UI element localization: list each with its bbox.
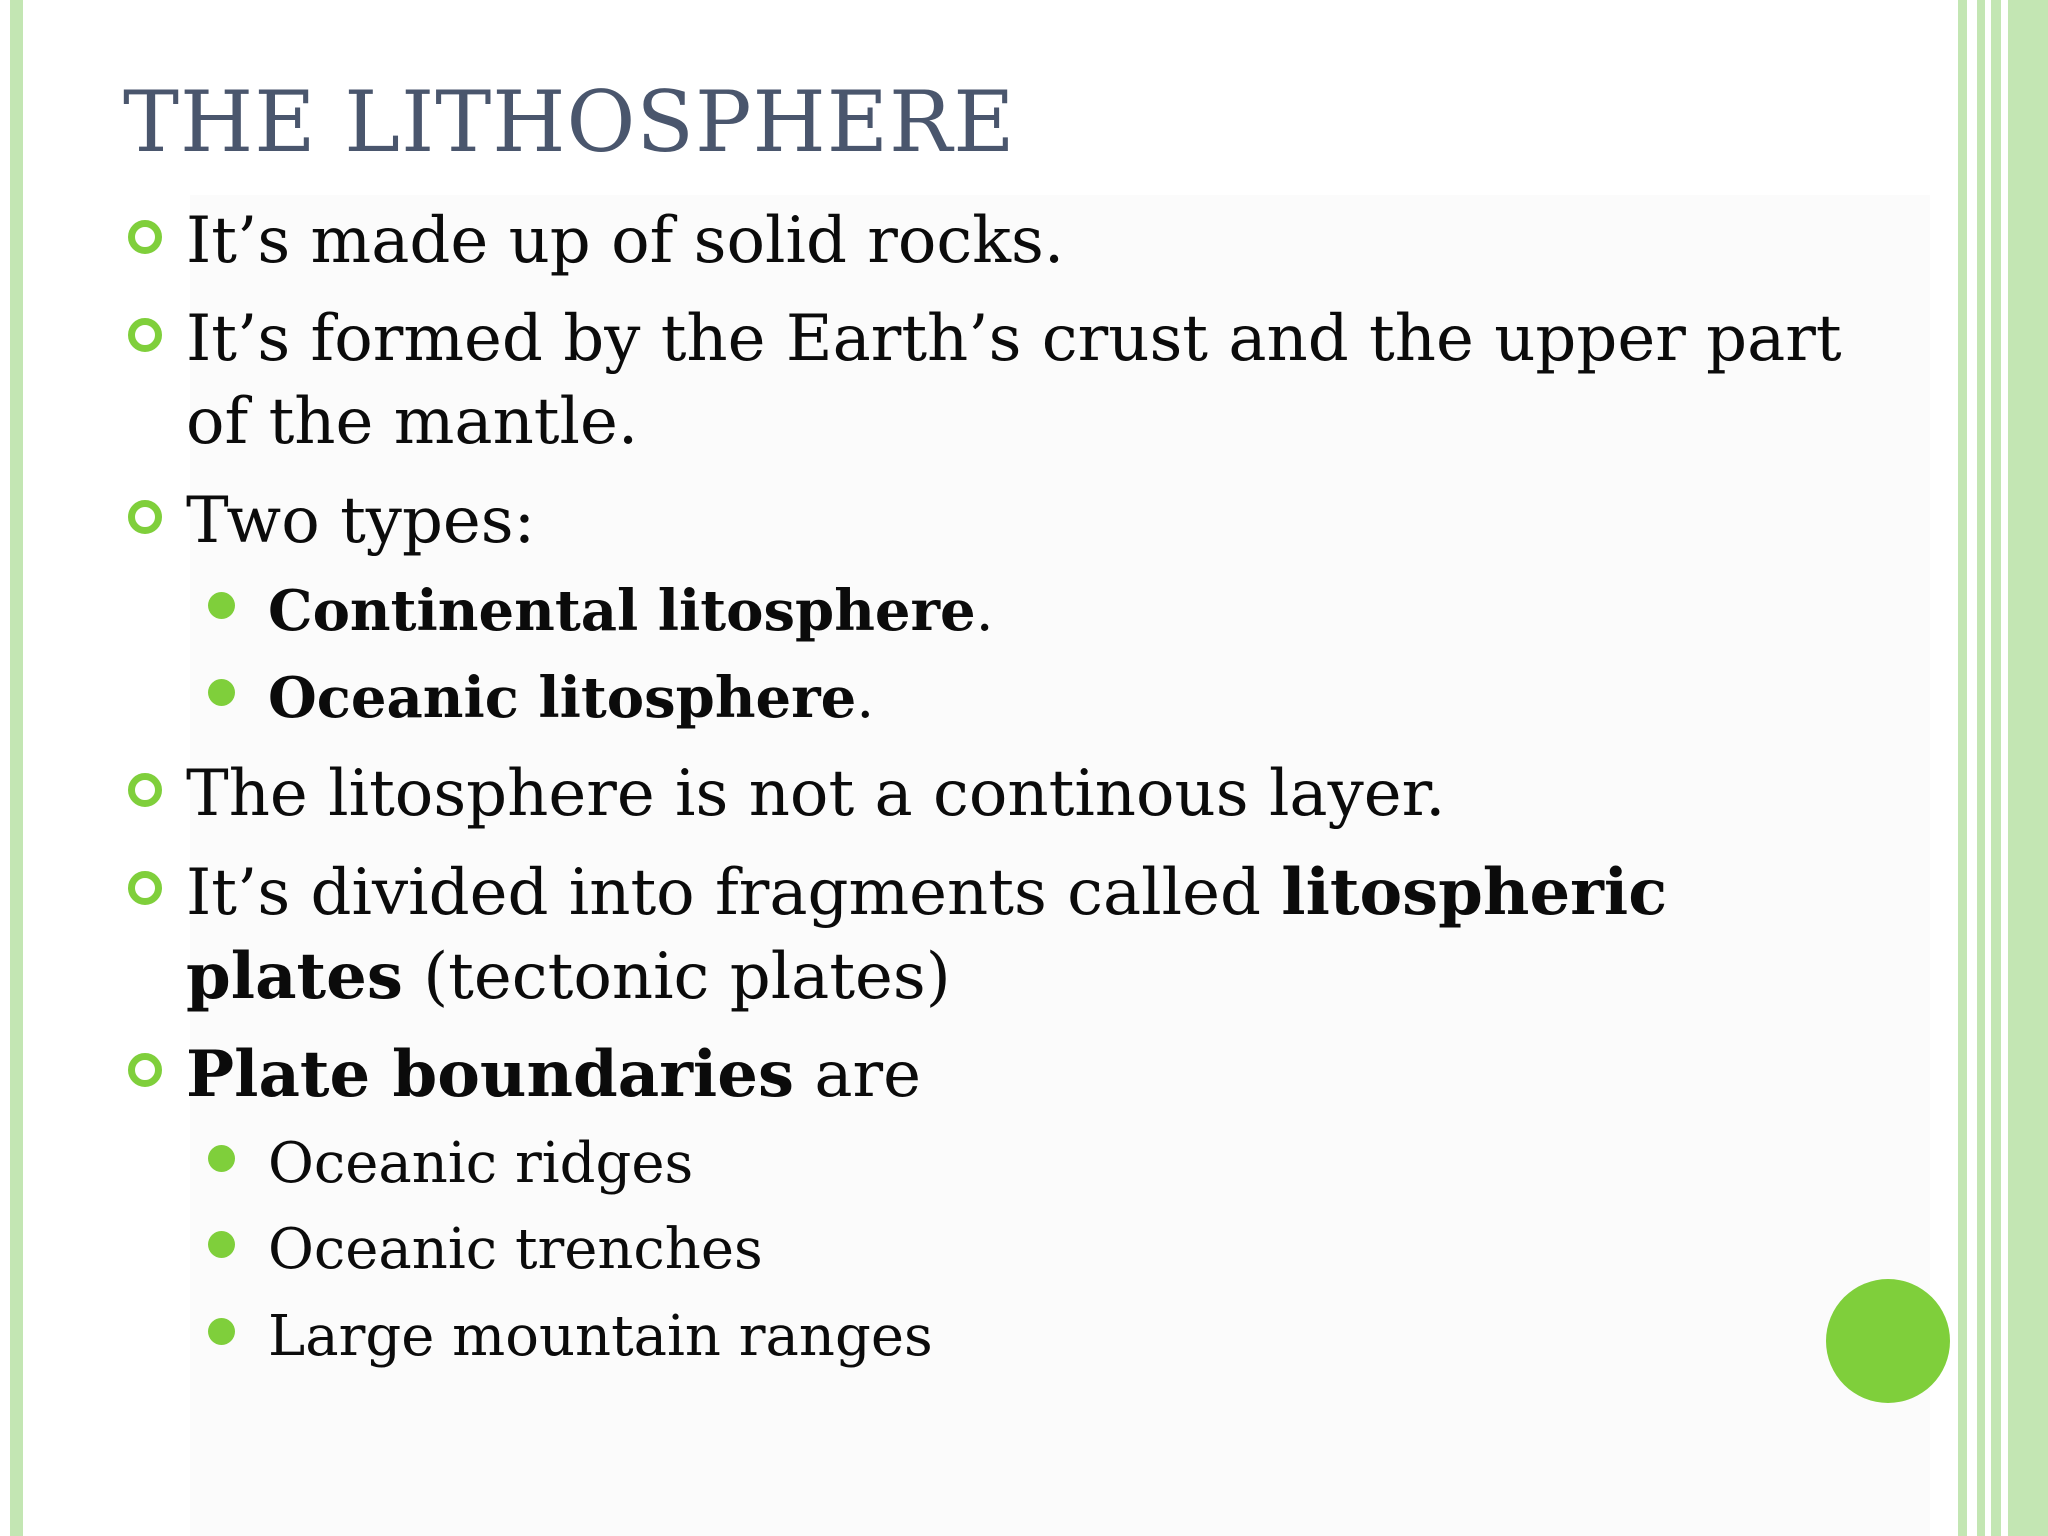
decorative-circle-icon (1826, 1279, 1950, 1403)
bullet-text-continuation: of the mantle. (186, 385, 639, 459)
bullet-item (186, 851, 1826, 1019)
sub-bullet-item (268, 1215, 763, 1285)
ring-bullet-icon (128, 1053, 162, 1087)
bullet-text: (tectonic plates) (402, 940, 951, 1014)
bullet-item (186, 753, 1826, 836)
dot-bullet-icon (208, 1231, 235, 1258)
bullet-item (186, 298, 1842, 464)
bullet-text: The litosphere is not a continous layer. (186, 757, 1446, 831)
bullet-text: Large mountain ranges (268, 1304, 933, 1369)
bullet-bold-text: Continental litosphere (268, 578, 976, 644)
ring-bullet-icon (128, 773, 162, 807)
right-decorative-stripe (2008, 0, 2048, 1536)
bullet-text: are (793, 1038, 921, 1112)
dot-bullet-icon (208, 1145, 235, 1172)
sub-bullet-item (268, 663, 874, 734)
dot-bullet-icon (208, 592, 235, 619)
right-decorative-stripe (1958, 0, 1967, 1536)
bullet-text: . (975, 579, 994, 644)
bullet-text: It’s formed by the Earth’s crust and the upper part (186, 302, 1842, 376)
bullet-item (186, 200, 1826, 283)
bullet-bold-text: Plate boundaries (186, 1037, 794, 1112)
sub-bullet-item (268, 1302, 933, 1372)
bullet-text: Two types: (186, 484, 536, 558)
bullet-item (186, 480, 1826, 563)
ring-bullet-icon (128, 500, 162, 534)
bullet-text: It’s made up of solid rocks. (186, 204, 1065, 278)
left-decorative-stripe (10, 0, 23, 1536)
bullet-bold-text: Oceanic litosphere (268, 665, 857, 731)
slide-title: THE LITHOSPHERE (123, 73, 1016, 171)
ring-bullet-icon (128, 871, 162, 905)
bullet-bold-text: plates (186, 939, 403, 1014)
bullet-text: Oceanic ridges (268, 1131, 694, 1196)
sub-bullet-item (268, 576, 994, 647)
right-decorative-stripe (1991, 0, 2001, 1536)
bullet-bold-text: litospheric (1281, 855, 1668, 930)
bullet-text: . (856, 666, 875, 731)
right-decorative-stripe (1977, 0, 1985, 1536)
ring-bullet-icon (128, 220, 162, 254)
bullet-text: It’s divided into fragments called (186, 856, 1282, 930)
dot-bullet-icon (208, 679, 235, 706)
ring-bullet-icon (128, 318, 162, 352)
sub-bullet-item (268, 1129, 693, 1199)
bullet-text: Oceanic trenches (268, 1217, 763, 1282)
dot-bullet-icon (208, 1318, 235, 1345)
bullet-item (186, 1033, 1826, 1117)
